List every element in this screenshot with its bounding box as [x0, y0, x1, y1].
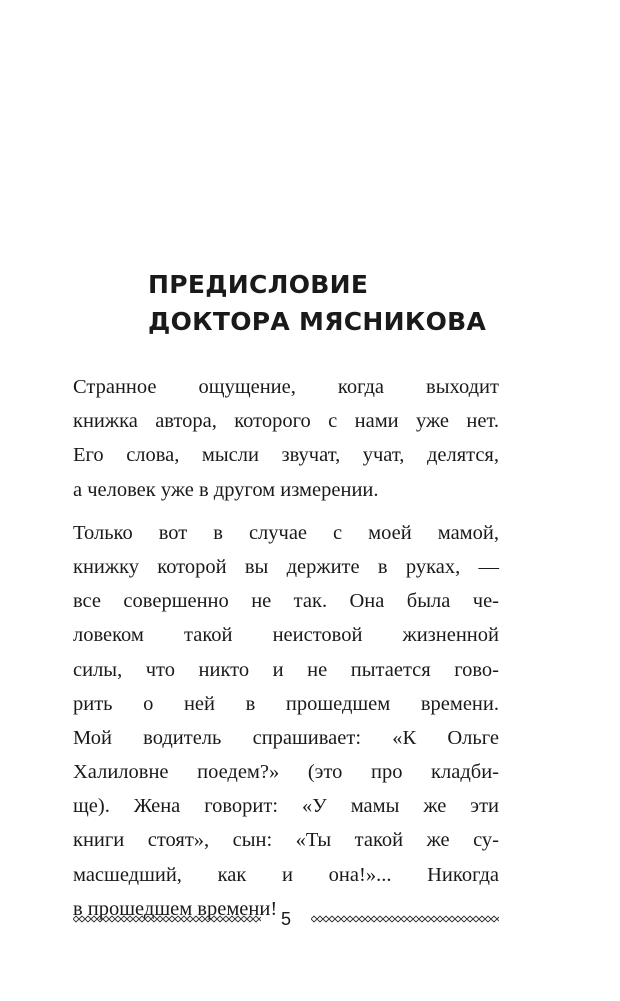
text-line: Только вот в случае с моей мамой, — [73, 521, 499, 544]
text-line: масшедший, как и она!»... Никогда — [73, 863, 499, 886]
chapter-heading — [148, 266, 486, 340]
text-line: в прошедшем времени! — [73, 897, 278, 920]
text-line: Мой водитель спрашивает: «К Ольге — [73, 726, 499, 749]
text-line: все совершенно не так. Она была че- — [73, 590, 499, 613]
page-number: 5 — [280, 909, 291, 929]
text-line: а человек уже в другом измерении. — [73, 478, 379, 501]
heading-line-1: ПРЕДИСЛОВИЕ — [148, 270, 369, 299]
text-line: книги стоят», сын: «Ты такой же су- — [73, 829, 499, 852]
ornament-right-icon — [311, 915, 499, 923]
body-text — [73, 370, 499, 926]
text-line: ще). Жена говорит: «У мамы же эти — [73, 795, 499, 818]
text-line: книжку которой вы держите в руках, — — [73, 555, 499, 578]
heading-line-2: ДОКТОРА МЯСНИКОВА — [148, 307, 487, 336]
paragraph-1 — [73, 370, 499, 507]
text-line: ловеком такой неистовой жизненной — [73, 624, 499, 647]
page-footer — [73, 906, 499, 932]
text-line: силы, что никто и не пытается гово- — [73, 658, 499, 681]
text-line: книжка автора, которого с нами уже нет. — [73, 410, 499, 433]
text-line: Его слова, мысли звучат, учат, делятся, — [73, 444, 499, 467]
text-line: Халиловне поедем?» (это про кладби- — [73, 761, 499, 784]
text-line: рить о ней в прошедшем времени. — [73, 692, 499, 715]
paragraph-2 — [73, 516, 499, 926]
text-line: Странное ощущение, когда выходит — [73, 376, 499, 398]
